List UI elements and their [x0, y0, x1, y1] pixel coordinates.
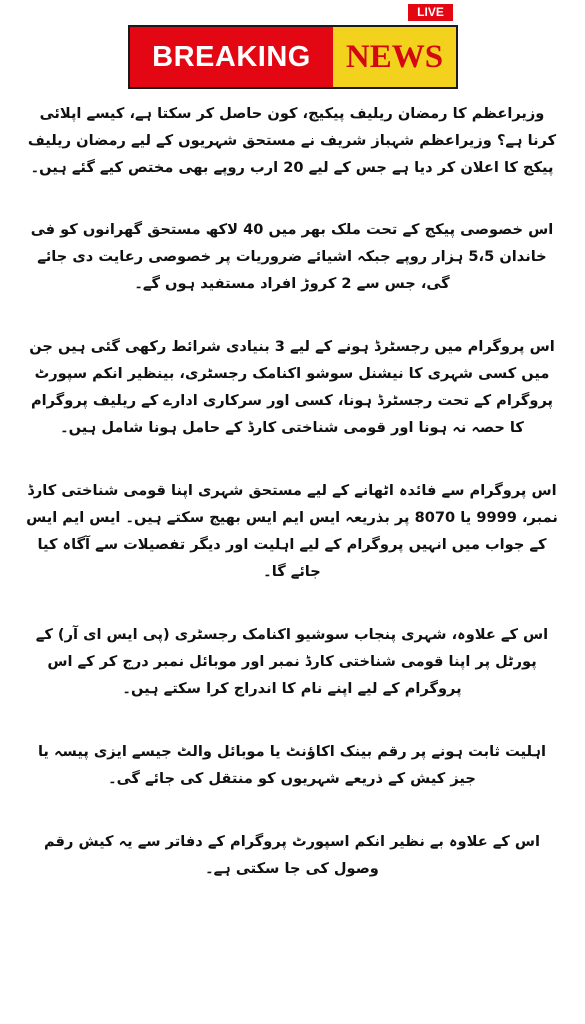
banner-breaking-text: BREAKING [130, 27, 333, 87]
article-paragraph: وزیراعظم کا رمضان ریلیف پیکیج، کون حاصل کر سکتا ہے، کیسے اپلائی کرنا ہے؟ وزیراعظم شہباز شریف نے مستحق شہریوں کے لیے رمضان ریلیف پیکج کا اعلان کر دیا ہے جس کے لیے 20 ارب روپے بھی مختص کیے گئے ہیں۔ [27, 105, 557, 176]
live-badge: LIVE [408, 4, 453, 21]
banner-news-text: NEWS [333, 27, 456, 87]
article-paragraph: اس کے علاوہ بے نظیر انکم اسپورٹ پروگرام کے دفاتر سے یہ کیش رقم وصول کی جا سکتی ہے۔ [43, 833, 541, 877]
article-paragraph: اہلیت ثابت ہونے پر رقم بینک اکاؤنٹ یا موبائل والٹ جیسے ایزی پیسہ یا جیز کیش کے ذریعے شہریوں کو منتقل کی جائے گی۔ [37, 743, 547, 787]
article-body [26, 100, 558, 918]
article-paragraph: اس کے علاوہ، شہری پنجاب سوشیو اکنامک رجسٹری (پی ایس ای آر) کے پورٹل پر اپنا قومی شناختی کارڈ نمبر اور موبائل نمبر درج کر کے اس پروگرام کے لیے اپنے نام کا اندراج کرا سکتے ہیں۔ [35, 626, 549, 697]
article-paragraph: اس پروگرام سے فائدہ اٹھانے کے لیے مستحق شہری اپنا قومی شناختی کارڈ نمبر، 9999 یا 8070 پر بذریعہ ایس ایم ایس بھیج سکتے ہیں۔ ایس ایم ایس کے جواب میں انہیں پروگرام کے لیے اہلیت اور دیگر تفصیلات سے آگاہ کیا جائے گا۔ [26, 482, 558, 580]
article-paragraph: اس پروگرام میں رجسٹرڈ ہونے کے لیے 3 بنیادی شرائط رکھی گئی ہیں جن میں کسی شہری کا نیشنل سوشو اکنامک رجسٹری، بینظیر انکم سپورٹ پروگرام کے تحت رجسٹرڈ ہونا، کسی اور سرکاری ادارے کے ریلیف پروگرام کا حصہ نہ ہونا اور قومی شناختی کارڈ کے حامل ہونا شامل ہیں۔ [29, 338, 555, 436]
breaking-news-banner [128, 25, 458, 89]
article-paragraph: اس خصوصی پیکج کے تحت ملک بھر میں 40 لاکھ مستحق گھرانوں کو فی خاندان 5،5 ہزار روپے جبکہ اشیائے ضروریات پر خصوصی رعایت دی جائے گی، جس سے 2 کروڑ افراد مستفید ہوں گے۔ [30, 221, 554, 292]
